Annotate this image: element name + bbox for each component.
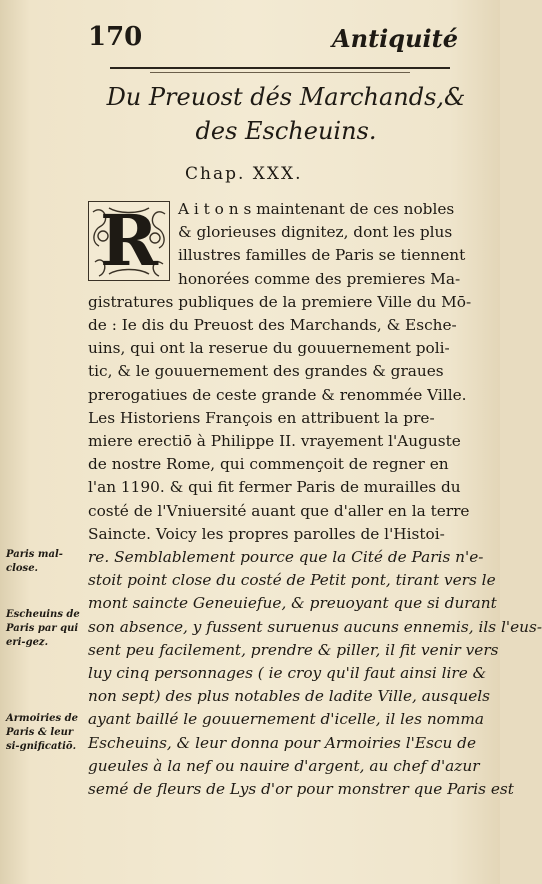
margin-note: Armoiries de Paris & leur si-gnificatiō. bbox=[6, 713, 78, 752]
text-line: Saincte. Voicy les propres parolles de l'Histoi- bbox=[88, 524, 445, 543]
body-text bbox=[88, 198, 542, 801]
chapter-title bbox=[96, 80, 476, 148]
text-line: semé de fleurs de Lys d'or pour monstrer que Paris est bbox=[88, 780, 514, 799]
text-line: sent peu facilement, prendre & piller, il fit venir vers bbox=[88, 640, 499, 659]
chapter-title-line: Du Preuost dés Marchands,& bbox=[106, 83, 466, 111]
text-line: costé de l'Vniuersité auant que d'aller en la terre bbox=[88, 501, 470, 520]
text-line: l'an 1190. & qui fit fermer Paris de murailles du bbox=[88, 478, 461, 497]
drop-cap-letter: R bbox=[99, 199, 159, 282]
text-line: mont saincte Geneuiefue, & preuoyant que si durant bbox=[88, 594, 497, 613]
text-line: & glorieuses dignitez, dont les plus bbox=[178, 223, 453, 242]
text-line: tic, & le gouuernement des grandes & graues bbox=[88, 362, 444, 381]
text-line: luy cinq personnages ( ie croy qu'il faut ainsi lire & bbox=[88, 664, 487, 683]
text-line: illustres familles de Paris se tiennent bbox=[178, 246, 466, 265]
chapter-title-line: des Escheuins. bbox=[195, 117, 377, 145]
margin-note: Paris mal-close. bbox=[6, 549, 63, 574]
text-line: de nostre Rome, qui commençoit de regner en bbox=[88, 455, 449, 474]
text-line: non sept) des plus notables de ladite Ville, ausquels bbox=[88, 687, 490, 706]
text-line: gistratures publiques de la premiere Ville du Mō- bbox=[88, 292, 472, 311]
text-line: de : Ie dis du Preuost des Marchands, & Esche- bbox=[88, 316, 457, 335]
text-line: A i t o n s maintenant de ces nobles bbox=[178, 200, 455, 218]
page-number: 170 bbox=[88, 22, 143, 52]
header-rule bbox=[110, 67, 450, 69]
text-line: son absence, y fussent suruenus aucuns ennemis, ils l'eus- bbox=[88, 617, 542, 636]
text-line: uins, qui ont la reserue du gouuernement poli- bbox=[88, 339, 450, 358]
text-line: honorées comme des premieres Ma- bbox=[178, 269, 461, 288]
ornamental-drop-cap bbox=[88, 201, 170, 281]
chapter-number: Chap. XXX. bbox=[185, 164, 303, 184]
running-title: Antiquité bbox=[332, 24, 458, 53]
text-line: Les Historiens François en attribuent la pre- bbox=[88, 408, 435, 427]
header-rule-thin bbox=[150, 72, 410, 73]
margin-note: Escheuins de Paris par qui eri-gez. bbox=[6, 609, 80, 648]
running-head bbox=[88, 22, 458, 58]
text-line: miere erectiō à Philippe II. vrayement l'Auguste bbox=[88, 432, 461, 451]
text-line: gueules à la nef ou nauire d'argent, au chef d'azur bbox=[88, 756, 480, 775]
text-line: stoit point close du costé de Petit pont, tirant vers le bbox=[88, 571, 496, 590]
text-line: ayant baillé le gouuernement d'icelle, il les nomma bbox=[88, 710, 485, 729]
text-line: Escheuins, & leur donna pour Armoiries l'Escu de bbox=[88, 733, 477, 752]
text-line: re. Semblablement pource que la Cité de Paris n'e- bbox=[88, 548, 484, 567]
text-line: prerogatiues de ceste grande & renommée Ville. bbox=[88, 385, 467, 404]
